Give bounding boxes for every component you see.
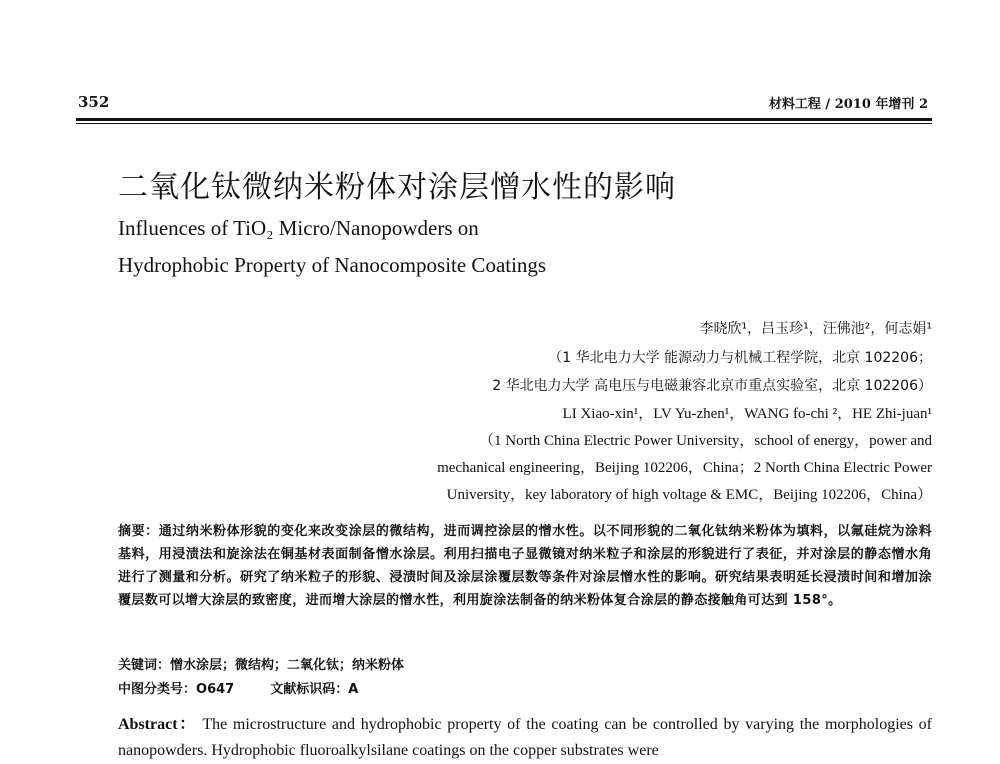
abstract-english xyxy=(118,712,932,764)
abstract-chinese xyxy=(118,520,932,612)
keywords-text: 憎水涂层；微结构；二氧化钛；纳米粉体 xyxy=(170,658,405,673)
abstract-chinese-text: 通过纳米粉体形貌的变化来改变涂层的微结构，进而调控涂层的憎水性。以不同形貌的二氧化钛纳米粉体为填料，以氟硅烷为涂料基料，用浸渍法和旋涂法在铜基材表面制备憎水涂层。利用扫描电子显微镜对纳米粒子和涂层的形貌进行了表征，并对涂层的静态憎水角进行了测量和分析。研究了纳米粒子的形貌、浸渍时间及涂层涂覆层数等条件对涂层憎水性的影响。研究结果表明延长浸渍时间和增加涂覆层数可以增大涂层的致密度，进而增大涂层的憎水性，利用旋涂法制备的纳米粉体复合涂层的静态接触角可达到 158°。 xyxy=(118,524,932,608)
affiliation-english-3: University，key laboratory of high voltage & EMC，Beijing 102206，China） xyxy=(446,487,932,503)
title-english-line-1: Influences of TiO₂ Micro/Nanopowders on xyxy=(118,216,479,240)
affiliation-chinese-1: （1 华北电力大学 能源动力与机械工程学院，北京 102206； xyxy=(548,350,932,366)
doc-code-label: 文献标识码： xyxy=(270,682,349,697)
keywords-label: 关键词： xyxy=(118,658,171,673)
clc-label: 中图分类号： xyxy=(118,682,197,697)
page-number: 352 xyxy=(78,93,110,111)
clc-value: O647 xyxy=(196,682,235,697)
affiliation-chinese-2: 2 华北电力大学 高电压与电磁兼容北京市重点实验室，北京 102206） xyxy=(492,378,932,394)
affiliation-english-2: mechanical engineering，Beijing 102206，China；2 North China Electric Power xyxy=(437,460,932,476)
header-rule-thick xyxy=(76,118,932,121)
classification xyxy=(118,678,358,697)
authors-english: LI Xiao-xin¹，LV Yu-zhen¹，WANG fo-chi ²，HE Zhi-juan¹ xyxy=(562,406,932,422)
abstract-english-text: The microstructure and hydrophobic property of the coating can be controlled by varying the morphologies of nanopowders. Hydrophobic fluoroalkylsilane coatings on the copper substrates were xyxy=(118,716,932,759)
title-chinese: 二氧化钛微纳米粉体对涂层憎水性的影响 xyxy=(118,170,676,205)
authors-chinese: 李晓欣¹，吕玉珍¹，汪佛池²，何志娟¹ xyxy=(699,321,932,337)
abstract-english-label: Abstract： xyxy=(118,716,197,733)
header-rule-thin xyxy=(76,123,932,124)
title-english-line-2: Hydrophobic Property of Nanocomposite Coatings xyxy=(118,253,547,277)
affiliation-english-1: （1 North China Electric Power University，school of energy，power and xyxy=(479,433,932,449)
journal-header: 材料工程 / 2010 年增刊 2 xyxy=(768,97,928,112)
abstract-chinese-label: 摘要： xyxy=(118,524,159,539)
keywords xyxy=(118,654,404,673)
doc-code-value: A xyxy=(348,682,359,697)
